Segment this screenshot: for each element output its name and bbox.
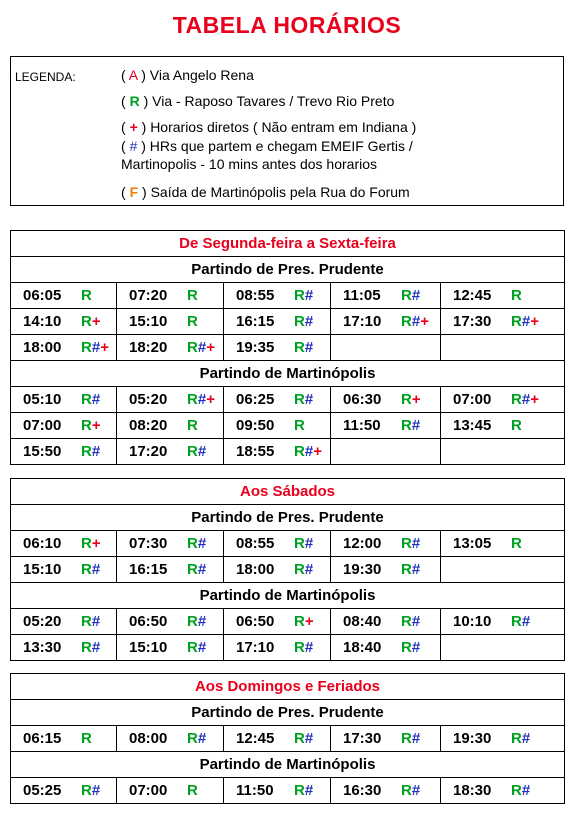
departure-time: 15:10 xyxy=(129,313,168,330)
departure-time: 15:10 xyxy=(129,639,168,656)
schedule-section xyxy=(10,230,565,465)
departure-heading: Partindo de Martinópolis xyxy=(11,752,564,778)
route-code: R# xyxy=(401,613,421,630)
departure-time: 16:15 xyxy=(129,561,168,578)
legend-box xyxy=(10,56,564,206)
departure-time: 17:30 xyxy=(343,730,382,747)
departure-time: 18:40 xyxy=(343,639,382,656)
departure-time: 05:20 xyxy=(23,613,62,630)
route-code: R#+ xyxy=(187,391,215,408)
schedule-cell xyxy=(441,557,564,582)
route-code: R#+ xyxy=(401,313,429,330)
departure-time: 12:00 xyxy=(343,535,382,552)
schedule-cell xyxy=(441,387,564,412)
departure-heading: Partindo de Martinópolis xyxy=(11,583,564,609)
section-title: De Segunda-feira a Sexta-feira xyxy=(11,231,564,257)
schedule-row xyxy=(11,531,564,557)
section-title: Aos Sábados xyxy=(11,479,564,505)
departure-time: 19:30 xyxy=(343,561,382,578)
schedule-cell xyxy=(441,309,564,334)
schedule-cell xyxy=(117,283,224,308)
schedule-cell xyxy=(11,335,117,360)
route-code: R#+ xyxy=(187,339,215,356)
schedule-cell xyxy=(224,778,331,803)
schedule-cell xyxy=(117,557,224,582)
schedule-cell xyxy=(331,439,441,464)
departure-time: 06:10 xyxy=(23,535,62,552)
schedule-cell xyxy=(11,635,117,660)
route-code: R# xyxy=(187,639,207,656)
route-code: R xyxy=(511,417,522,434)
schedule-cell xyxy=(224,283,331,308)
route-code: R# xyxy=(401,561,421,578)
schedule-cell xyxy=(441,726,564,751)
legend-item-f: ( F ) Saída de Martinópolis pela Rua do Forum xyxy=(121,184,410,200)
schedule-cell xyxy=(224,609,331,634)
departure-time: 17:10 xyxy=(236,639,275,656)
route-code: R xyxy=(81,287,92,304)
route-code: R# xyxy=(511,613,531,630)
route-code: R# xyxy=(401,782,421,799)
schedule-cell xyxy=(11,557,117,582)
route-code: R# xyxy=(294,339,314,356)
route-code: R+ xyxy=(401,391,421,408)
schedule-row xyxy=(11,557,564,583)
route-code: R# xyxy=(401,730,421,747)
departure-heading: Partindo de Pres. Prudente xyxy=(11,257,564,283)
route-code: R# xyxy=(187,443,207,460)
schedule-cell xyxy=(224,439,331,464)
departure-time: 17:10 xyxy=(343,313,382,330)
departure-time: 15:10 xyxy=(23,561,62,578)
departure-time: 06:50 xyxy=(129,613,168,630)
schedule-cell xyxy=(441,635,564,660)
departure-time: 18:00 xyxy=(236,561,275,578)
section-title: Aos Domingos e Feriados xyxy=(11,674,564,700)
schedule-cell xyxy=(224,557,331,582)
schedule-cell xyxy=(441,335,564,360)
legend-label: LEGENDA: xyxy=(15,70,76,84)
departure-time: 18:00 xyxy=(23,339,62,356)
schedule-cell xyxy=(224,531,331,556)
departure-time: 10:10 xyxy=(453,613,492,630)
departure-time: 18:55 xyxy=(236,443,275,460)
schedule-cell xyxy=(441,531,564,556)
route-code: R# xyxy=(511,730,531,747)
route-code: R# xyxy=(511,782,531,799)
schedule-section xyxy=(10,478,565,661)
route-code: R# xyxy=(81,639,101,656)
schedule-cell xyxy=(11,413,117,438)
schedule-cell xyxy=(331,309,441,334)
schedule-cell xyxy=(331,283,441,308)
route-code: R# xyxy=(294,730,314,747)
legend-item-hash: ( # ) HRs que partem e chegam EMEIF Gertis / Martinopolis - 10 mins antes dos horarios xyxy=(121,138,413,172)
departure-time: 07:00 xyxy=(453,391,492,408)
departure-time: 08:00 xyxy=(129,730,168,747)
route-code: R# xyxy=(401,287,421,304)
schedule-cell xyxy=(117,531,224,556)
schedule-cell xyxy=(11,439,117,464)
schedule-cell xyxy=(11,778,117,803)
departure-time: 06:50 xyxy=(236,613,275,630)
departure-time: 06:25 xyxy=(236,391,275,408)
route-code: R#+ xyxy=(294,443,322,460)
departure-time: 15:50 xyxy=(23,443,62,460)
schedule-cell xyxy=(331,413,441,438)
route-code: R# xyxy=(294,561,314,578)
schedule-cell xyxy=(224,387,331,412)
departure-time: 07:00 xyxy=(23,417,62,434)
schedule-cell xyxy=(224,635,331,660)
departure-time: 08:55 xyxy=(236,287,275,304)
route-code: R# xyxy=(81,443,101,460)
route-code: R# xyxy=(187,535,207,552)
schedule-cell xyxy=(117,413,224,438)
schedule-row xyxy=(11,309,564,335)
schedule-cell xyxy=(224,726,331,751)
schedule-cell xyxy=(11,726,117,751)
schedule-cell xyxy=(224,309,331,334)
departure-time: 05:10 xyxy=(23,391,62,408)
departure-time: 07:20 xyxy=(129,287,168,304)
schedule-cell xyxy=(441,283,564,308)
schedule-cell xyxy=(11,283,117,308)
schedule-cell xyxy=(331,609,441,634)
departure-time: 16:15 xyxy=(236,313,275,330)
route-code: R# xyxy=(187,730,207,747)
departure-time: 13:05 xyxy=(453,535,492,552)
page-title: TABELA HORÁRIOS xyxy=(172,12,402,38)
route-code: R xyxy=(187,782,198,799)
route-code: R# xyxy=(187,561,207,578)
route-code: R+ xyxy=(81,313,101,330)
departure-time: 18:30 xyxy=(453,782,492,799)
departure-heading: Partindo de Pres. Prudente xyxy=(11,505,564,531)
schedule-cell xyxy=(441,609,564,634)
schedule-cell xyxy=(11,609,117,634)
departure-time: 08:55 xyxy=(236,535,275,552)
departure-time: 06:05 xyxy=(23,287,62,304)
schedule-row xyxy=(11,635,564,660)
schedule-cell xyxy=(331,387,441,412)
schedule-cell xyxy=(117,635,224,660)
route-code: R# xyxy=(401,535,421,552)
departure-time: 14:10 xyxy=(23,313,62,330)
route-code: R xyxy=(187,313,198,330)
departure-time: 12:45 xyxy=(453,287,492,304)
departure-time: 12:45 xyxy=(236,730,275,747)
schedule-cell xyxy=(117,439,224,464)
schedule-cell xyxy=(11,387,117,412)
route-code: R+ xyxy=(294,613,314,630)
route-code: R xyxy=(187,417,198,434)
schedule-cell xyxy=(224,413,331,438)
route-code: R xyxy=(81,730,92,747)
route-code: R+ xyxy=(81,417,101,434)
legend-item-a: ( A ) Via Angelo Rena xyxy=(121,67,254,83)
route-code: R# xyxy=(81,391,101,408)
schedule-row xyxy=(11,778,564,803)
schedule-cell xyxy=(331,335,441,360)
schedule-cell xyxy=(441,439,564,464)
schedule-cell xyxy=(117,387,224,412)
route-code: R# xyxy=(294,391,314,408)
departure-time: 06:30 xyxy=(343,391,382,408)
schedule-cell xyxy=(11,309,117,334)
route-code: R# xyxy=(294,782,314,799)
route-code: R# xyxy=(187,613,207,630)
schedule-cell xyxy=(331,557,441,582)
departure-time: 11:05 xyxy=(343,287,381,304)
departure-heading: Partindo de Pres. Prudente xyxy=(11,700,564,726)
departure-time: 18:20 xyxy=(129,339,168,356)
schedule-row xyxy=(11,726,564,752)
schedule-cell xyxy=(117,726,224,751)
route-code: R xyxy=(511,287,522,304)
route-code: R xyxy=(294,417,305,434)
route-code: R# xyxy=(294,639,314,656)
schedule-cell xyxy=(441,413,564,438)
schedule-cell xyxy=(117,778,224,803)
departure-time: 19:30 xyxy=(453,730,492,747)
departure-time: 16:30 xyxy=(343,782,382,799)
departure-time: 06:15 xyxy=(23,730,62,747)
departure-time: 08:40 xyxy=(343,613,382,630)
route-code: R xyxy=(187,287,198,304)
route-code: R# xyxy=(294,287,314,304)
schedule-cell xyxy=(331,726,441,751)
departure-time: 11:50 xyxy=(343,417,381,434)
schedule-cell xyxy=(117,335,224,360)
departure-time: 05:25 xyxy=(23,782,62,799)
schedule-section xyxy=(10,673,565,804)
schedule-cell xyxy=(331,635,441,660)
schedule-row xyxy=(11,335,564,361)
route-code: R#+ xyxy=(511,313,539,330)
schedule-cell xyxy=(117,309,224,334)
departure-time: 11:50 xyxy=(236,782,274,799)
departure-time: 07:00 xyxy=(129,782,168,799)
schedule-cell xyxy=(441,778,564,803)
schedule-row xyxy=(11,609,564,635)
departure-time: 17:30 xyxy=(453,313,492,330)
legend-item-plus: ( + ) Horarios diretos ( Não entram em Indiana ) xyxy=(121,119,417,135)
departure-time: 17:20 xyxy=(129,443,168,460)
schedule-row xyxy=(11,387,564,413)
schedule-row xyxy=(11,413,564,439)
route-code: R# xyxy=(401,639,421,656)
departure-time: 08:20 xyxy=(129,417,168,434)
departure-time: 05:20 xyxy=(129,391,168,408)
route-code: R+ xyxy=(81,535,101,552)
departure-time: 09:50 xyxy=(236,417,275,434)
route-code: R# xyxy=(81,561,101,578)
schedule-cell xyxy=(224,335,331,360)
schedule-cell xyxy=(117,609,224,634)
departure-time: 13:45 xyxy=(453,417,492,434)
schedule-row xyxy=(11,439,564,464)
route-code: R# xyxy=(81,613,101,630)
departure-heading: Partindo de Martinópolis xyxy=(11,361,564,387)
route-code: R# xyxy=(81,782,101,799)
legend-item-r: ( R ) Via - Raposo Tavares / Trevo Rio Preto xyxy=(121,93,395,109)
departure-time: 19:35 xyxy=(236,339,275,356)
route-code: R#+ xyxy=(81,339,109,356)
route-code: R# xyxy=(294,313,314,330)
schedule-cell xyxy=(331,778,441,803)
schedule-row xyxy=(11,283,564,309)
route-code: R#+ xyxy=(511,391,539,408)
route-code: R# xyxy=(401,417,421,434)
departure-time: 13:30 xyxy=(23,639,62,656)
schedule-cell xyxy=(331,531,441,556)
route-code: R# xyxy=(294,535,314,552)
schedule-cell xyxy=(11,531,117,556)
route-code: R xyxy=(511,535,522,552)
departure-time: 07:30 xyxy=(129,535,168,552)
